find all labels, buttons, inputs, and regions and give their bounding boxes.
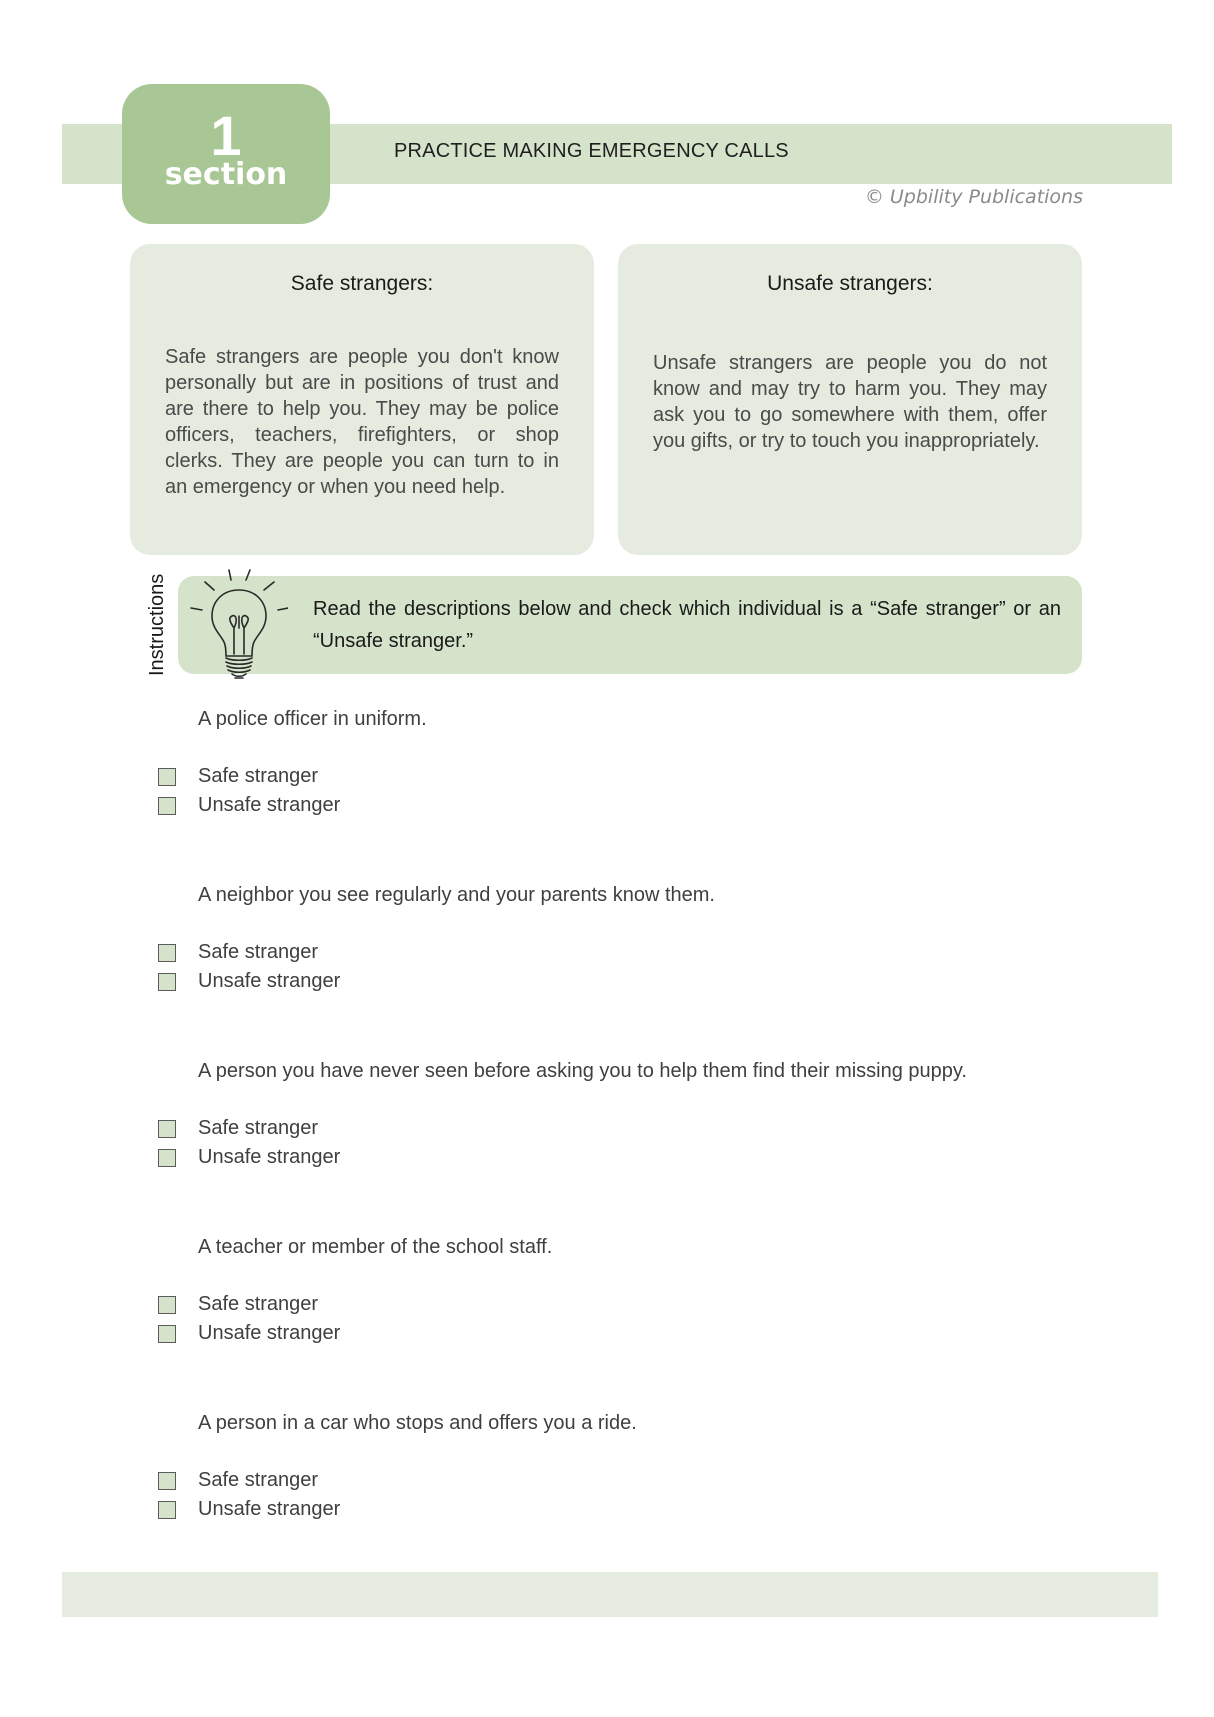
question-text: A person in a car who stops and offers you a ride. <box>198 1412 637 1434</box>
option-label: Safe stranger <box>198 765 319 787</box>
unsafe-strangers-card <box>618 244 1082 555</box>
option-label: Safe stranger <box>198 941 319 963</box>
option-label: Safe stranger <box>198 1117 319 1139</box>
footer-band <box>62 1572 1158 1617</box>
checkbox[interactable] <box>158 1472 176 1490</box>
checkbox[interactable] <box>158 973 176 991</box>
lightbulb-icon <box>188 566 288 682</box>
section-tab <box>122 84 330 224</box>
card-body: Safe strangers are people you don't know personally but are in positions of trust and are there to help you. They may be police officers, teachers, firefighters, or shop clerks. They are people you can turn to in an emergency or when you need help. <box>165 346 559 498</box>
option-label: Unsafe stranger <box>198 970 341 992</box>
checkbox[interactable] <box>158 1120 176 1138</box>
safe-strangers-card <box>130 244 594 555</box>
question-text: A person you have never seen before asking you to help them find their missing puppy. <box>198 1060 967 1082</box>
section-number: 1 <box>210 104 242 167</box>
option-label: Safe stranger <box>198 1469 319 1491</box>
section-word: section <box>164 157 288 192</box>
checkbox[interactable] <box>158 768 176 786</box>
instructions-label: Instructions <box>146 573 168 676</box>
copyright-notice: © Upbility Publications <box>864 186 1083 208</box>
checkbox[interactable] <box>158 944 176 962</box>
question-text: A teacher or member of the school staff. <box>198 1236 553 1258</box>
card-title: Safe strangers: <box>290 272 434 295</box>
instructions-text: Read the descriptions below and check which individual is a “Safe stranger” or an “Unsafe stranger.” <box>313 598 1061 652</box>
checkbox[interactable] <box>158 1149 176 1167</box>
card-body: Unsafe strangers are people you do not know and may try to harm you. They may ask you to go somewhere with them, offer you gifts, or try to touch you inappropriately. <box>653 352 1047 452</box>
option-label: Unsafe stranger <box>198 1322 341 1344</box>
option-label: Safe stranger <box>198 1293 319 1315</box>
checkbox[interactable] <box>158 1296 176 1314</box>
option-label: Unsafe stranger <box>198 794 341 816</box>
page-title: PRACTICE MAKING EMERGENCY CALLS <box>394 140 789 162</box>
checkbox[interactable] <box>158 1501 176 1519</box>
checkbox[interactable] <box>158 1325 176 1343</box>
question-text: A neighbor you see regularly and your parents know them. <box>198 884 715 906</box>
question-text: A police officer in uniform. <box>198 708 427 730</box>
card-title: Unsafe strangers: <box>767 272 933 295</box>
option-label: Unsafe stranger <box>198 1498 341 1520</box>
checkbox[interactable] <box>158 797 176 815</box>
option-label: Unsafe stranger <box>198 1146 341 1168</box>
